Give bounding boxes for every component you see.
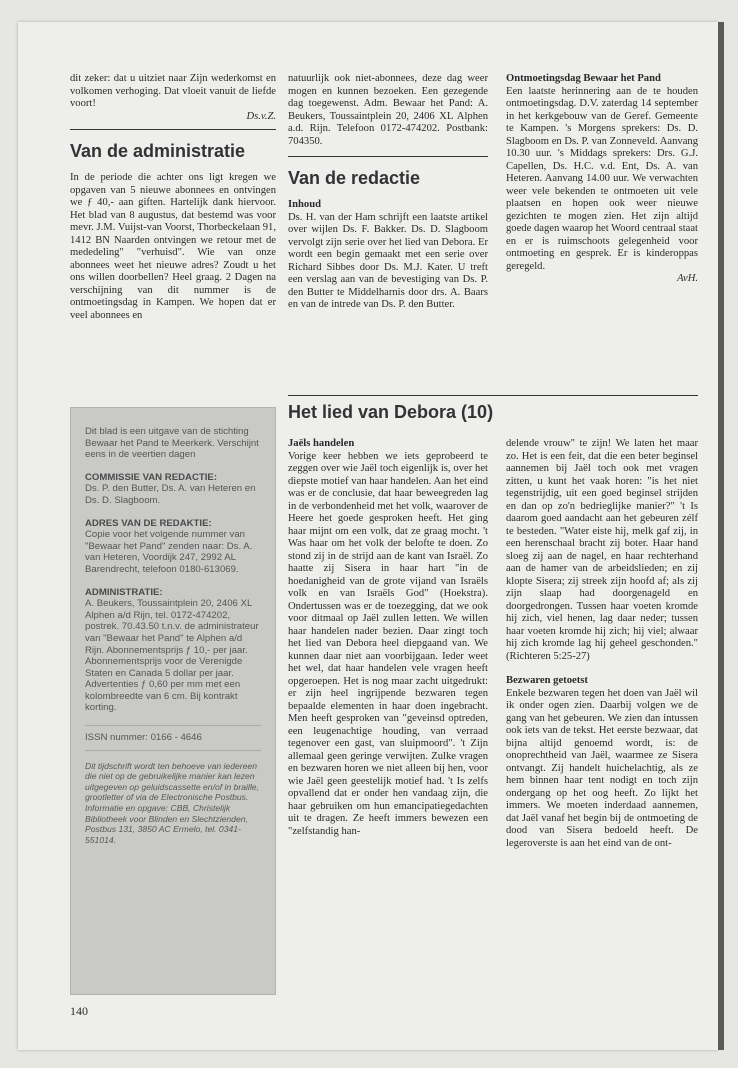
colophon-adres-heading: ADRES VAN DE REDAKTIE: — [85, 517, 212, 529]
colophon-commissie-heading: COMMISSIE VAN REDACTIE: — [85, 471, 218, 483]
article-right-heading: Bezwaren getoetst — [506, 675, 588, 686]
admin-body-text: In de periode die achter ons ligt kregen we opgaven van 5 nieuwe abonnees en ontvingen we ƒ 40,- aan giften. Hartelijk dank hiervoor. Het blad van 8 augustus, dat bestemd was voor mevr. J.M. Vuijst-van Voorst, Thorbeckelaan 91, 1412 BN Naarden ontvingen we retour met de mededeling" "verhuisd". Wie van onze abonnees weet het nieuwe adres? Zoudt u het ons willen doorbellen? Heel graag. 2 Dagen na verschijning van dit nummer is de ontmoetingsdag in Kampen. We hopen dat er veel abonnees en — [70, 172, 276, 321]
article-left-heading: Jaëls handelen — [288, 438, 355, 449]
article-divider — [288, 395, 698, 396]
redactie-section-title: Van de redactie — [288, 168, 421, 188]
divider — [288, 156, 488, 157]
article-column-left — [288, 438, 488, 838]
ontmoetingsdag-body-text: Een laatste herinnering aan de te houden ontmoetingsdag. D.V. zaterdag 14 september in het kerkgebouw van de Geref. Gemeente te Kampen. 's Morgens sprekers: Ds. D. Slagboom en Ds. P. van Zonneveld. Aanvang 10.30 uur. 's Middags sprekers: Drs. G.J. Capellen, Ds. H.C. v.d. Ent, Ds. A. van Heteren. Aanvang 14.00 uur. We verwachten weer vele bekenden te ontmoeten uit vele plaatsen en hopen ook weer nieuwe gezichten te mogen zien. Het zijn altijd goede dagen waarop het Woord centraal staat en er is ruimschoots gelegenheid voor ontmoeting en gesprek. Er is kinderoppas geregeld. — [506, 85, 698, 272]
colophon-commissie-body: Ds. P. den Butter, Ds. A. van Heteren en Ds. D. Slagboom. — [85, 483, 256, 506]
article-left-body: Vorige keer hebben we iets geprobeerd te zeggen over wie Jaël toch eigenlijk is, over het diepste motief van haar handelen. Aan het eind was er de conclusie, dat haar beweegreden lag in de verbondenheid met het volk, waarover de Heere het goede gesproken heeft. Het ging haar mijnt om een volk, dat ze graag mocht. 't Was haar om het volk der belofte te doen. Zo stond zij in de strijd aan de kant van Israël. Zo haatte zij Sisera in haar hart "in de hoedanigheid van de grote vijand van Israëls volk en van Israëls God" (Hoekstra). Ondertussen was er de toezegging, dat we ook voor ditmaal op Jaël zullen letten. We willen haar handelen nader bezien. Daar zingt toch het lied van Debora heel diepgaand van. We kunnen daar niet aan voorbijgaan. Ieder weet het wel, dat haar handelen vele vragen heeft opgeroepen. Het is nog maar zacht uitgedrukt: er zijn heel ingrijpende bezwaren tegen bepaalde elementen in haar doen ingebracht. Men heeft gesproken van "geveinsd optreden, een leugenachtige houding, van verraad tegenover een gast, van sluipmoord". 't Zijn allemaal geen geringe verwijten. Zulke vragen en bezwaren horen we niet alleen bij hen, voor wie Jaël geen geestelijk motief had. 't Is zelfs opvallend dat er onder hen vandaag zijn, die haar gebruiken om hun emancipatiegedachten uit te dragen. Ze heeft immers bewezen een "zelfstandig han- — [288, 450, 488, 837]
column-3 — [506, 73, 698, 286]
colophon-admin-heading: ADMINISTRATIE: — [85, 586, 163, 598]
divider — [70, 129, 276, 130]
article-title: Het lied van Debora (10) — [288, 402, 494, 422]
col3-signature: AvH. — [677, 273, 698, 284]
article-column-right — [506, 438, 698, 850]
inhoud-heading: Inhoud — [288, 199, 321, 210]
ontmoetingsdag-heading: Ontmoetingsdag Bewaar het Pand — [506, 73, 661, 84]
page-edge — [718, 22, 724, 1050]
colophon-issn: ISSN nummer: 0166 - 4646 — [85, 725, 261, 751]
colophon-accessibility-note: Dit tijdschrift wordt ten behoeve van iedereen die niet op de gebruikelijke manier kan lezen uitgegeven op geluidscassette en/of in braille, grootletter of via de Electronische Postbus. Informatie en opgave: CBB, Christelijk Bibliotheek voor Blinden en Slechtzienden, Postbus 131, 3850 AC Ermelo, tel. 0341-551014. — [85, 760, 259, 845]
column-1 — [70, 73, 276, 322]
col2-intro-text: natuurlijk ook niet-abonnees, deze dag weer mogen en kunnen bezoeken. Een gezegende dag toegewenst. Adm. Bewaar het Pand: A. Beukers, Toussaintplein 20, 2406 XL Alphen a.d. Rijn. Telefoon 0172-474202. Postbank: 704350. — [288, 73, 488, 147]
colophon-adres-body: Copie voor het volgende nummer van "Bewaar het Pand" zenden naar: Ds. A. van Heteren, Voordijk 247, 2992 AL Barendrecht, telefoon 0180-613069. — [85, 529, 253, 575]
col1-intro-text: dit zeker: dat u uitziet naar Zijn wederkomst en volkomen verhoging. Dat vloeit vanuit de liefde voort! — [70, 73, 276, 109]
admin-section-title: Van de administratie — [70, 141, 246, 161]
colophon-box — [70, 407, 276, 995]
inhoud-body-text: Ds. H. van der Ham schrijft een laatste artikel over wijlen Ds. F. Bakker. Ds. D. Slagboom vervolgt zijn serie over het lied van Debora. Er wordt een begin gemaakt met een serie over Richard Sibbes door Ds. M.J. Kater. U treft een verslag aan van de bevestiging van Ds. P. den Butter te Middelharnis door drs. A. Baars en van de intrede van Ds. P. den Butter. — [288, 211, 488, 310]
page-number: 140 — [70, 1004, 88, 1018]
colophon-intro: Dit blad is een uitgave van de stichting Bewaar het Pand te Meerkerk. Verschijnt eens in de veertien dagen — [85, 426, 259, 461]
article-right-body: Enkele bezwaren tegen het doen van Jaël wil ik onder ogen zien. Daarbij volgen we de gang van het gebeuren. We zien dan intussen ook iets van de tekst. Het eerste bezwaar, dat bijna altijd genoemd wordt, is: de onoprechtheid van Jaël, waarmee ze Sisera ontvangt. Zij handelt huichelachtig, als ze hem binnen haar tent nodigt en toch zijn ondergang op het oog heeft. Zo lijkt het immers. We moeten inderdaad aannemen, dat Jaël vanaf het begin bij de ontmoeting de dood van Sisera bedoeld heeft. De legeroverste is aan het eind van de ont- — [506, 687, 698, 849]
column-2 — [288, 73, 488, 312]
colophon-admin-body: A. Beukers, Toussaintplein 20, 2406 XL Alphen a/d Rijn, tel. 0172-474202, postrek. 70.43.50 t.n.v. de administrateur van "Bewaar het Pand" te Alphen a/d Rijn. Abonnementsprijs ƒ 10,- per jaar. Abonnementsprijs voor de Verenigde Staten en Canada 5 dollar per jaar. Advertenties ƒ 0,60 per mm met een kolombreedte van 6 cm. Bij kontrakt korting. — [85, 598, 259, 714]
col1-signature: Ds.v.Z. — [246, 110, 276, 122]
article-right-intro: delende vrouw" te zijn! We laten het maar zo. Het is een feit, dat die een beter beginsel aannemen bij Jaël toch ook met vragen zitten, u kunt het vaak horen: "is het niet tegenstrijdig, uit een goed beginsel strijden en dan op zo'n bedrieglijke manier?" 't Is daarom goed aandacht aan het gebeuren zélf te besteden. "Water eiste hij, melk gaf zij, in een herenschaal bracht zij boter. Haar hand sloeg zij aan de nagel, en haar rechterhand aan de hamer van de arbeidslieden; en zij klopte Sisera; zij streek zijn hoofd af; als zij zijn slaap had doorgenageld en doorgedrongen. Tussen haar voeten kromde hij zich, viel henen, lag daar neder; tussen haar voeten kromde hij zich; hij viel; alwaar hij zich kromde lag hij geheel geschonden." (Richteren 5:25-27) — [506, 438, 698, 662]
